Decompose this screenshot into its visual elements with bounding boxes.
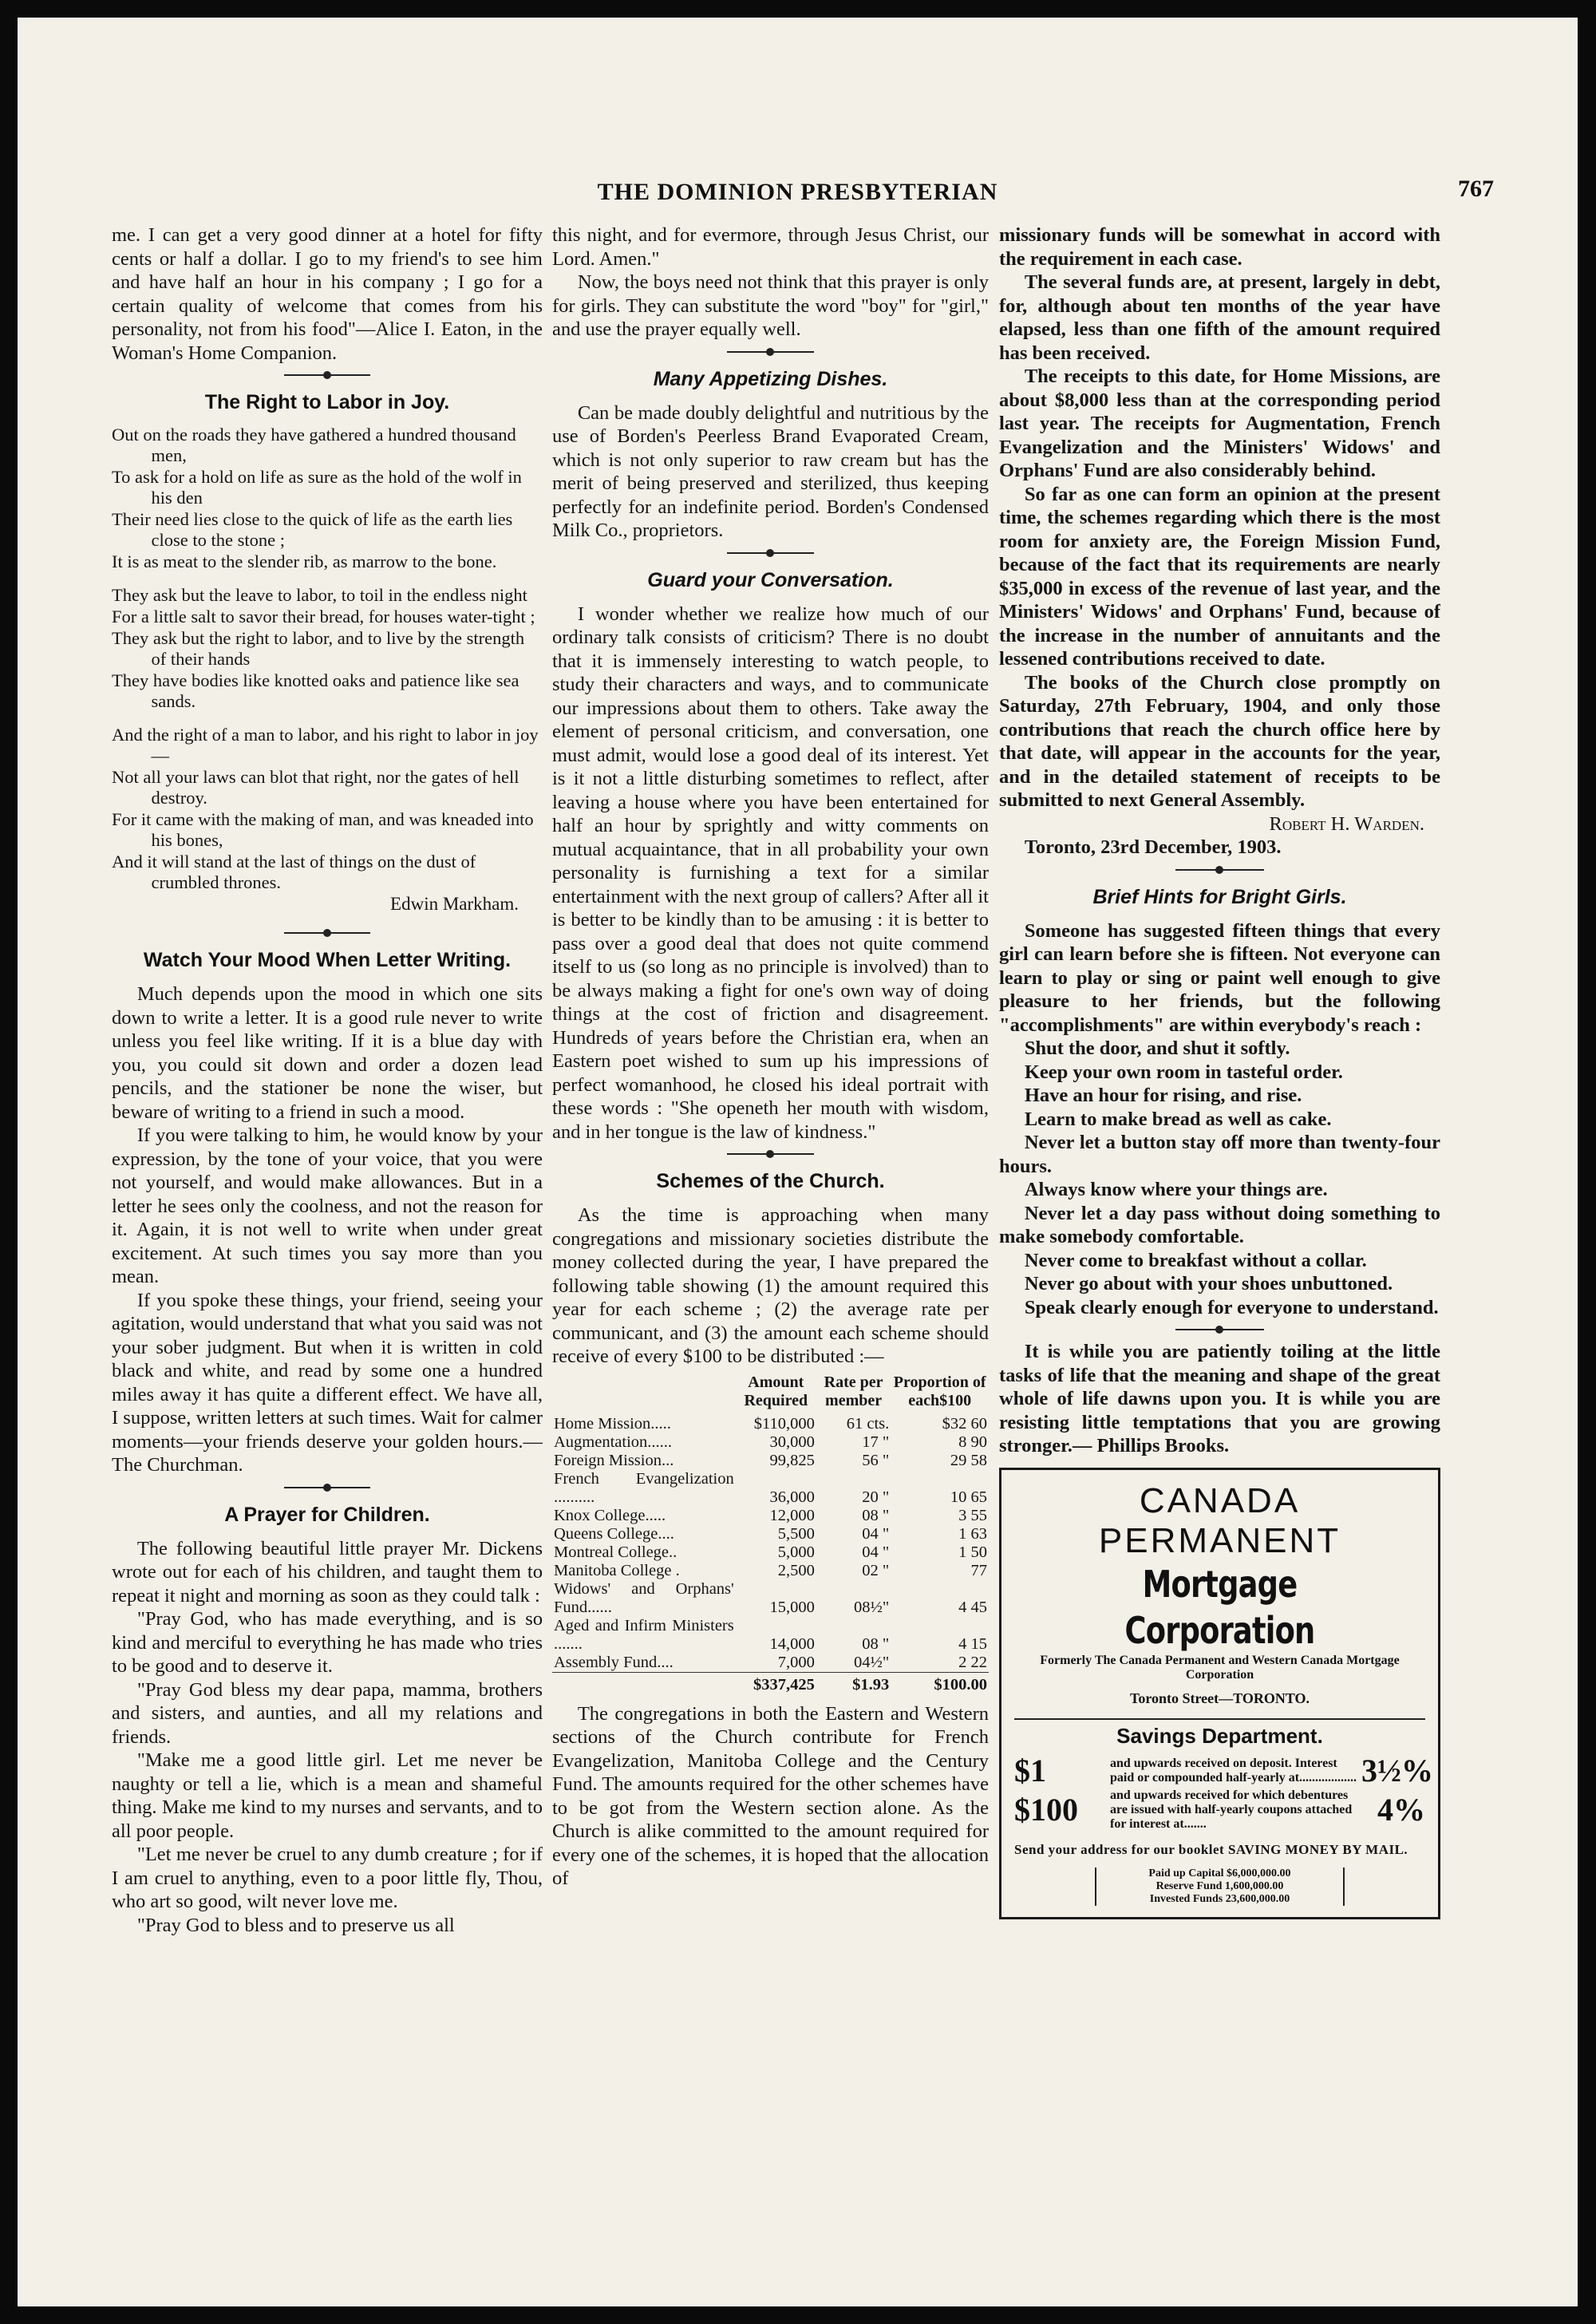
table-header-row xyxy=(552,1373,989,1415)
table-header: Rate per member xyxy=(824,1373,883,1409)
ad-capital-line: Invested Funds 23,600,000.00 xyxy=(1149,1893,1290,1905)
ad-rate-row xyxy=(1014,1752,1433,1788)
scheme-value-cell: 15,000 xyxy=(769,1598,815,1616)
scheme-value-cell: 08 " xyxy=(862,1506,890,1524)
table-row xyxy=(552,1452,989,1470)
ad-rate-row xyxy=(1014,1788,1425,1832)
section-divider xyxy=(552,1147,989,1161)
table-row xyxy=(552,1415,989,1433)
hints-intro: Someone has suggested fifteen things that every girl can learn before she is fifteen. Not everyone can learn to play or sing or paint well enough to give pleasure to her friends, but the following "accomplishments" are within everybody's reach : xyxy=(999,919,1440,1036)
scheme-value-cell: 2,500 xyxy=(777,1561,815,1579)
scheme-value-cell: 10 65 xyxy=(950,1488,987,1506)
poem-title: The Right to Labor in Joy. xyxy=(204,391,450,413)
scheme-name-cell: Manitoba College . xyxy=(554,1561,680,1579)
dateline: Toronto, 23rd December, 1903. xyxy=(1024,836,1282,858)
poem-line: And the right of a man to labor, and his right to labor in joy— xyxy=(112,725,539,765)
table-row xyxy=(552,1562,989,1580)
scheme-value-cell: 5,500 xyxy=(777,1524,815,1543)
ad-formerly: Formerly The Canada Permanent and Western Canada Mortgage Corporation xyxy=(1040,1653,1400,1682)
closing-paragraph: It is while you are patiently toiling at the little tasks of life that the meaning and shape of the great whole of life dawns upon you. It is while you are resisting little temptations that you are growing stronger.— Phillips Brooks. xyxy=(999,1341,1440,1456)
table-row xyxy=(552,1525,989,1543)
mood-paragraph: If you were talking to him, he would know by your expression, by the tone of your voice, that you were not yourself, and would make allowances. But in a letter he sees only the coolness, and not the reason for it. Again, it is not well to write when under great excitement. At such times you say more than you mean. xyxy=(112,1124,543,1287)
table-row xyxy=(552,1617,989,1654)
table-header: Amount Required xyxy=(744,1373,808,1409)
section-divider xyxy=(999,1322,1440,1337)
scheme-value-cell: 30,000 xyxy=(769,1433,815,1451)
scheme-value-cell: 20 " xyxy=(862,1488,890,1506)
ad-rate-percent: 4% xyxy=(1377,1791,1425,1828)
prayer-paragraph: "Make me a good little girl. Let me never be naughty or tell a lie, which is a mean and shameful thing. Make me kind to my nurses and servants, and to all poor people. xyxy=(112,1749,543,1842)
scheme-value-cell: 8 90 xyxy=(958,1433,987,1451)
poem-line: They have bodies like knotted oaks and patience like sea sands. xyxy=(112,670,519,711)
poem-line: Not all your laws can blot that right, nor the gates of hell destroy. xyxy=(112,767,519,808)
ad-savings: Savings Department. xyxy=(1116,1724,1323,1748)
poem-author: Edwin Markham. xyxy=(390,894,519,914)
ad-rate-text: and upwards received on deposit. Interest paid or compounded half-yearly at.................. xyxy=(1110,1756,1357,1785)
hint-item: Learn to make bread as well as cake. xyxy=(1024,1108,1332,1130)
section-divider xyxy=(112,1480,543,1495)
hint-item: Have an hour for rising, and rise. xyxy=(1024,1085,1302,1106)
poem xyxy=(112,425,543,915)
hint-item: Never let a button stay off more than twenty-four hours. xyxy=(999,1132,1440,1177)
ad-line-canada: CANADA xyxy=(1139,1480,1301,1520)
prayer-paragraph: "Pray God, who has made everything, and is so kind and merciful to everything he has made who tries to be good and to deserve it. xyxy=(112,1608,543,1677)
hint-item: Never let a day pass without doing something to make somebody comfortable. xyxy=(999,1202,1440,1247)
table-total-row xyxy=(552,1672,989,1694)
scheme-value-cell: $100.00 xyxy=(891,1672,989,1694)
column-2 xyxy=(552,223,989,2275)
ad-address: Toronto Street—TORONTO. xyxy=(1129,1690,1310,1706)
mortgage-advertisement xyxy=(999,1468,1440,1920)
ad-rate-amount: $100 xyxy=(1014,1791,1078,1828)
scheme-value-cell: 56 " xyxy=(862,1451,890,1469)
scheme-value-cell: 08 " xyxy=(862,1634,890,1653)
scheme-value-cell: $337,425 xyxy=(736,1672,816,1694)
prayer-paragraph: "Let me never be cruel to any dumb creature ; for if I am cruel to anything, even to a poor little fly, Thou, who art so good, wilt never love me. xyxy=(112,1844,543,1912)
mood-title: Watch Your Mood When Letter Writing. xyxy=(143,949,512,971)
scheme-value-cell: 29 58 xyxy=(950,1451,987,1469)
scheme-value-cell: 04 " xyxy=(862,1543,890,1561)
signature: Robert H. Warden. xyxy=(1269,812,1424,835)
poem-line: Out on the roads they have gathered a hundred thousand men, xyxy=(112,425,516,465)
section-divider xyxy=(552,546,989,560)
scheme-name-cell: Foreign Mission... xyxy=(554,1451,674,1469)
scheme-value-cell: $1.93 xyxy=(816,1672,891,1694)
column-1 xyxy=(112,223,543,2275)
scheme-value-cell: 2 22 xyxy=(958,1653,987,1671)
table-row xyxy=(552,1543,989,1562)
schemes-paragraph: The congregations in both the Eastern and Western sections of the Church contribute for French Evangelization, Manitoba College and the Century Fund. The amounts required for the other schemes have to be got from the Western section alone. As the Church is alike committed to the amount required for every one of the schemes, it is hoped that the allocation of xyxy=(552,1702,989,1889)
ad-rate-text: and upwards received for which debentures are issued with half-yearly coupons attached for interest at....... xyxy=(1110,1788,1353,1831)
poem-line: They ask but the leave to labor, to toil in the endless night xyxy=(112,585,527,605)
section-divider xyxy=(999,863,1440,877)
scheme-name-cell xyxy=(552,1672,736,1694)
page-header xyxy=(18,176,1578,215)
table-row xyxy=(552,1470,989,1507)
scheme-value-cell: 77 xyxy=(970,1561,987,1579)
ad-capital-box xyxy=(1095,1868,1345,1906)
poem-line: For a little salt to savor their bread, for houses water-tight ; xyxy=(112,607,535,626)
prayer-ending: this night, and for evermore, through Jesus Christ, our Lord. Amen." xyxy=(552,224,989,270)
column-3 xyxy=(999,223,1440,2275)
masthead-title: THE DOMINION PRESBYTERIAN xyxy=(597,179,998,205)
scheme-value-cell: 14,000 xyxy=(769,1634,815,1653)
poem-line: To ask for a hold on life as sure as the hold of the wolf in his den xyxy=(112,467,522,508)
schemes-table xyxy=(552,1373,989,1694)
scheme-name-cell: Montreal College.. xyxy=(554,1543,678,1561)
section-divider xyxy=(112,926,543,940)
table-row xyxy=(552,1580,989,1617)
scheme-name-cell: Widows' and Orphans' Fund...... xyxy=(554,1579,734,1616)
ad-rate-percent: 3½% xyxy=(1361,1752,1433,1788)
scheme-value-cell: 17 " xyxy=(862,1433,890,1451)
prayer-paragraph: "Pray God bless my dear papa, mamma, brothers and sisters, and aunties, and all my relations and friends. xyxy=(112,1678,543,1748)
scheme-value-cell: $110,000 xyxy=(753,1414,815,1433)
ad-line-permanent: PERMANENT xyxy=(1098,1520,1341,1560)
ad-rate-amount: $1 xyxy=(1014,1752,1046,1788)
page-number: 767 xyxy=(1458,176,1494,202)
scheme-value-cell: 1 63 xyxy=(958,1524,987,1543)
mood-paragraph: Much depends upon the mood in which one sits down to write a letter. It is a good rule never to write unless you feel like writing. If it is a blue day with you, you could sit down and order a dozen lead pencils, and the stationer be none the wiser, but beware of writing to a friend in such a mood. xyxy=(112,983,543,1123)
dishes-title: Many Appetizing Dishes. xyxy=(653,367,888,390)
ad-divider xyxy=(1014,1718,1425,1720)
scheme-name-cell: Knox College..... xyxy=(554,1506,666,1524)
guard-title: Guard your Conversation. xyxy=(647,568,894,591)
guard-paragraph: I wonder whether we realize how much of our ordinary talk consists of criticism? There is no doubt that it is immensely interesting to watch people, to study their characters and ways, and to communicate our impressions about them to others. Take away the element of personal criticism, and conversation, one must admit, would lose a good deal of its interest. Yet is it not a little disturbing sometimes to reflect, after leaving a house where you have been entertained for half an hour by sprightly and witty comments on mutual acquaintance, that in all probability your own personality is furnishing a text for a similar entertainment with the next group of callers? After all it is better to be kindly than to be amusing : it is better to pass over a good deal that does not quite commend itself to us (so long as no principle is involved) than to be always making a fight for one's own way of doing things at the cost of friction and disagreement. Hundreds of years before the Christian era, when an Eastern poet wished to sum up his impressions of perfect womanhood, he closed his ideal portrait with these words : "She openeth her mouth with wisdom, and in her tongue is the law of kindness." xyxy=(552,603,989,1143)
table-header: Proportion of each$100 xyxy=(893,1373,986,1409)
scheme-value-cell: 3 55 xyxy=(958,1506,987,1524)
scheme-name-cell: Home Mission..... xyxy=(554,1414,671,1433)
ad-booklet: Send your address for our booklet SAVING MONEY BY MAIL. xyxy=(1014,1841,1408,1857)
scheme-value-cell: 4 45 xyxy=(958,1598,987,1616)
hint-item: Never come to breakfast without a collar. xyxy=(1024,1249,1367,1271)
schemes-paragraph: So far as one can form an opinion at the present time, the schemes regarding which there is the most room for anxiety are, the Foreign Mission Fund, because of the fact that its requirements are nearly $35,000 in excess of the revenue of last year, and the Ministers' Widows' and Orphans' Fund, because of the increase in the number of annuitants and the lessened contributions received to date. xyxy=(999,483,1440,670)
table-row xyxy=(552,1433,989,1452)
newspaper-page xyxy=(18,18,1578,2306)
ad-line-corporation: Mortgage Corporation xyxy=(1124,1562,1315,1652)
scheme-name-cell: Aged and Infirm Ministers ....... xyxy=(554,1616,734,1653)
hint-item: Always know where your things are. xyxy=(1024,1179,1328,1200)
poem-line: For it came with the making of man, and was kneaded into his bones, xyxy=(112,809,534,850)
schemes-paragraph: As the time is approaching when many congregations and missionary societies distribute the money collected during the year, I have prepared the following table showing (1) the amount required this year for each scheme ; (2) the average rate per communicant, and (3) the amount each scheme should receive of every $100 to be distributed :— xyxy=(552,1204,989,1367)
scheme-value-cell: 99,825 xyxy=(769,1451,815,1469)
mood-paragraph: If you spoke these things, your friend, seeing your agitation, would understand that what you said was not your sober judgment. But when it is written in cold black and white, and read by some one a hundred miles away it has quite a different effect. We have all, I suppose, written letters at such times. Wait for calmer moments—your friends deserve your golden hours.—The Churchman. xyxy=(112,1289,543,1476)
scheme-value-cell: 04 " xyxy=(862,1524,890,1543)
ad-capital-line: Reserve Fund 1,600,000.00 xyxy=(1156,1880,1284,1892)
hint-item: Keep your own room in tasteful order. xyxy=(1024,1061,1343,1083)
dishes-paragraph: Can be made doubly delightful and nutritious by the use of Borden's Peerless Brand Evaporated Cream, which is not only superior to raw cream but has the merit of being preserved and sterilized, thus keeping perfectly for an indefinite period. Borden's Condensed Milk Co., proprietors. xyxy=(552,401,989,541)
poem-line: Their need lies close to the quick of life as the earth lies close to the stone ; xyxy=(112,509,513,550)
schemes-paragraph: The receipts to this date, for Home Missions, are about $8,000 less than at the corresponding period last year. The receipts for Augmentation, French Evangelization and the Ministers' Widows' and Orphans' Fund are also considerably behind. xyxy=(999,366,1440,481)
scheme-value-cell: 4 15 xyxy=(958,1634,987,1653)
schemes-paragraph: The books of the Church close promptly on Saturday, 27th February, 1904, and only those contributions that reach the church office here by that date, will appear in the accounts for the year, and in the detailed statement of receipts to be submitted to next General Assembly. xyxy=(999,671,1440,811)
poem-line: It is as meat to the slender rib, as marrow to the bone. xyxy=(112,551,497,571)
scheme-value-cell: 61 cts. xyxy=(846,1414,890,1433)
scheme-value-cell: $32 60 xyxy=(942,1414,987,1433)
ad-capital-line: Paid up Capital $6,000,000.00 xyxy=(1148,1868,1291,1879)
schemes-title: Schemes of the Church. xyxy=(656,1170,885,1192)
scheme-name-cell: Assembly Fund.... xyxy=(554,1653,674,1671)
scheme-name-cell: Queens College.... xyxy=(554,1524,674,1543)
scheme-name-cell: French Evangelization .......... xyxy=(554,1469,734,1506)
section-divider xyxy=(552,345,989,359)
hint-item: Never go about with your shoes unbuttoned. xyxy=(1024,1273,1393,1294)
prayer-note: Now, the boys need not think that this prayer is only for girls. They can substitute the word "boy" for "girl," and use the prayer equally well. xyxy=(552,271,989,340)
table-header xyxy=(552,1373,736,1415)
schemes-paragraph: The several funds are, at present, largely in debt, for, although about ten months of the year have elapsed, less than one fifth of the amount required has been received. xyxy=(999,271,1440,364)
scheme-value-cell: 7,000 xyxy=(777,1653,815,1671)
poem-line: They ask but the right to labor, and to live by the strength of their hands xyxy=(112,628,525,669)
scheme-value-cell: 1 50 xyxy=(958,1543,987,1561)
scheme-value-cell: 04½" xyxy=(854,1653,890,1671)
prayer-paragraph: "Pray God to bless and to preserve us all xyxy=(136,1914,455,1936)
hint-item: Shut the door, and shut it softly. xyxy=(1024,1038,1290,1059)
scheme-value-cell: 08½" xyxy=(854,1598,890,1616)
table-row xyxy=(552,1654,989,1673)
scheme-value-cell: 5,000 xyxy=(777,1543,815,1561)
hint-item: Speak clearly enough for everyone to understand. xyxy=(1024,1296,1439,1318)
scheme-value-cell: 36,000 xyxy=(769,1488,815,1506)
table-row xyxy=(552,1507,989,1525)
prayer-title: A Prayer for Children. xyxy=(224,1503,430,1526)
poem-line: And it will stand at the last of things on the dust of crumbled thrones. xyxy=(112,852,476,892)
hints-title: Brief Hints for Bright Girls. xyxy=(1092,885,1347,908)
scheme-name-cell: Augmentation...... xyxy=(554,1433,673,1451)
intro-paragraph: me. I can get a very good dinner at a hotel for fifty cents or half a dollar. I go to my friend's to see him and have half an hour in his company ; I go for a certain quality of welcome that comes from his personality, not from his food"—Alice I. Eaton, in the Woman's Home Companion. xyxy=(112,224,543,364)
schemes-continued: missionary funds will be somewhat in accord with the requirement in each case. xyxy=(999,224,1440,270)
section-divider xyxy=(112,368,543,382)
scheme-value-cell: 02 " xyxy=(862,1561,890,1579)
scheme-value-cell: 12,000 xyxy=(769,1506,815,1524)
prayer-paragraph: The following beautiful little prayer Mr. Dickens wrote out for each of his children, and taught them to repeat it night and morning as soon as they could talk : xyxy=(112,1537,543,1607)
